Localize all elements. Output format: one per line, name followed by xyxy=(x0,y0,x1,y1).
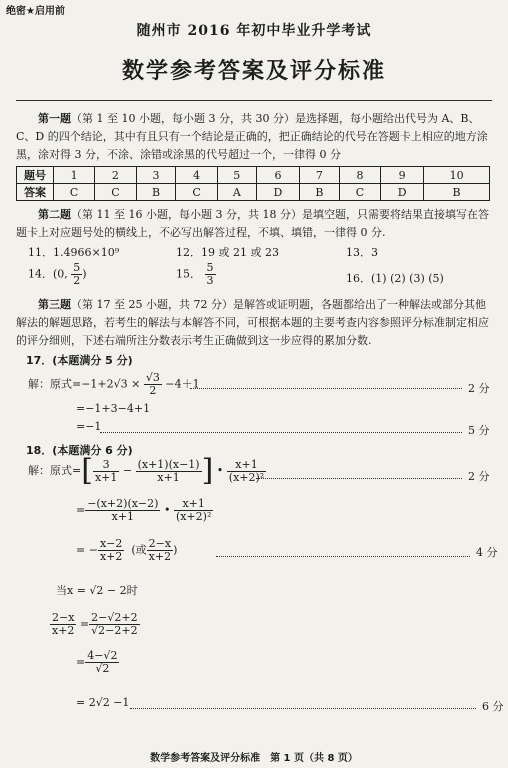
dotted-leader xyxy=(190,388,462,389)
denominator: √2−2+2 xyxy=(91,624,138,637)
q18-line1: 解：原式=[ $\frac{3}{x+1}$ − $\frac{(x+1)(x-1)}{x+1}$ ] • $\frac{x+1}{\text{(x+2)²}}$ xyxy=(28,453,265,488)
dotted-leader xyxy=(130,708,476,709)
q18-title: 18．(本题满分 6 分) xyxy=(26,444,133,457)
table-cell: 6 xyxy=(256,167,299,184)
part1-instructions xyxy=(16,110,494,164)
q17-score-2: 5 分 xyxy=(468,424,490,437)
fraction xyxy=(174,498,213,523)
fraction xyxy=(98,538,124,563)
table-cell: B xyxy=(136,184,176,201)
fraction xyxy=(205,262,216,287)
bracket-open: [ xyxy=(81,453,93,488)
table-cell: D xyxy=(256,184,299,201)
table-cell: 2 xyxy=(95,167,136,184)
numerator: −(x+2)(x−2) xyxy=(87,497,159,510)
answer-14-prefix: 14．(0, xyxy=(28,267,68,281)
table-cell: 3 xyxy=(136,167,176,184)
numerator: x−2 xyxy=(99,537,123,550)
answer-12: 12．19 或 21 或 23 xyxy=(176,246,279,259)
denominator: x+2 xyxy=(99,550,123,563)
table-cell: C xyxy=(54,184,95,201)
table-cell: 4 xyxy=(176,167,217,184)
numerator: 5 xyxy=(73,261,81,274)
answer-11: 11．1.4966×10⁹ xyxy=(28,246,120,259)
denominator: 3 xyxy=(206,274,214,287)
denominator: 2 xyxy=(149,384,157,397)
table-header-number: 题号 xyxy=(17,167,54,184)
q18-line3: = − $\frac{x-2}{x+2}$ (或 $\frac{2-x}{x+2}$ ) xyxy=(76,537,178,563)
denominator: x+2 xyxy=(52,624,75,637)
q17-line1 xyxy=(28,372,200,397)
denominator: √2 xyxy=(95,662,110,675)
answer-table xyxy=(16,166,490,201)
fraction xyxy=(227,459,266,484)
part1-label: 第一题 xyxy=(38,112,71,125)
answer-15-prefix: 15． xyxy=(176,267,201,281)
q18-line2: = $\frac{-(x+2)(x-2)}{x+1}$ • $\frac{x+1}{\text{(x+2)²}}$ xyxy=(76,497,212,523)
part3-instructions xyxy=(16,296,494,350)
denominator: 2 xyxy=(73,274,81,287)
numerator: 3 xyxy=(93,459,119,472)
dotted-leader xyxy=(100,432,462,433)
numerator: 5 xyxy=(206,261,214,274)
q17-line1-prefix: 解：原式=−1+2√3 × xyxy=(28,377,141,391)
numerator: (x+1)(x−1) xyxy=(137,457,200,471)
part2-label: 第二题 xyxy=(38,208,71,221)
q17-score-1: 2 分 xyxy=(468,382,490,395)
denominator: x+1 xyxy=(157,470,180,484)
answer-table-numbers-row xyxy=(17,167,490,184)
part1-text: （第 1 至 10 小题，每小题 3 分，共 30 分）是选择题，每小题给出代号为 A、B、C、D 的四个结论，其中有且只有一个结论是正确的，把正确结论的代号在答题卡上相应的地方涂黑，涂对得 3 分，不涂、涂错或涂黑的代号超过一个，一律得 0 分 xyxy=(16,112,488,161)
table-cell: C xyxy=(95,184,136,201)
answer-13: 13．3 xyxy=(346,246,378,259)
table-header-answer: 答案 xyxy=(17,184,54,201)
table-cell: A xyxy=(217,184,256,201)
answer-15 xyxy=(176,262,216,287)
table-cell: 8 xyxy=(339,167,380,184)
numerator: √3 xyxy=(145,371,160,384)
fraction xyxy=(147,538,173,563)
numerator: 2−x xyxy=(52,611,75,624)
document-title: 数学参考答案及评分标准 xyxy=(121,59,386,84)
numerator: 2−x xyxy=(148,537,172,550)
fraction xyxy=(144,372,162,397)
q18-score-1: 2 分 xyxy=(468,470,490,483)
fraction xyxy=(89,612,139,637)
answer-14-suffix: ) xyxy=(82,267,87,281)
dotted-leader xyxy=(256,478,462,479)
table-cell: 5 xyxy=(217,167,256,184)
exam-title: 随州市 2016 年初中毕业升学考试 xyxy=(136,23,372,39)
q17-line1-suffix: −4＋1 xyxy=(165,377,200,391)
table-cell: D xyxy=(381,184,424,201)
title-divider xyxy=(16,100,492,101)
table-cell: 9 xyxy=(381,167,424,184)
table-cell: B xyxy=(424,184,490,201)
q18-step1: $\frac{2-x}{x+2}$ = $\frac{2-√2+2}{√2-2+2}$ xyxy=(52,611,138,637)
q18-when: 当x = √2 − 2时 xyxy=(56,584,138,597)
table-cell: C xyxy=(176,184,217,201)
bracket-close: ] xyxy=(201,453,214,488)
denominator: (x+2)² xyxy=(228,470,265,484)
part2-text: （第 11 至 16 小题，每小题 3 分，共 18 分）是填空题，只需要将结果直接填写在答题卡上对应题号处的横线上，不必写出解答过程，不填、填错，一律得 0 分. xyxy=(16,208,489,239)
numerator: 4−√2 xyxy=(87,649,118,662)
fraction xyxy=(71,262,82,287)
table-cell: 7 xyxy=(299,167,339,184)
dotted-leader xyxy=(216,556,470,557)
q18-final: = 2√2 −1 xyxy=(76,696,130,709)
fraction xyxy=(85,650,119,675)
q17-line3: =−1 xyxy=(76,420,102,433)
q17-line2: =−1+3−4+1 xyxy=(76,402,151,415)
table-cell: 10 xyxy=(424,167,490,184)
q18-score-2: 4 分 xyxy=(476,546,498,559)
answer-table-answers-row xyxy=(17,184,490,201)
table-cell: C xyxy=(339,184,380,201)
part2-instructions xyxy=(16,206,494,242)
fraction xyxy=(93,459,119,484)
secret-label: 绝密★启用前 xyxy=(6,6,65,17)
table-cell: B xyxy=(299,184,339,201)
denominator: (x+2)² xyxy=(175,510,212,523)
answer-14 xyxy=(28,262,87,287)
part3-label: 第三题 xyxy=(38,298,71,311)
answer-16: 16．(1) (2) (3) (5) xyxy=(346,272,444,285)
table-cell: 1 xyxy=(54,167,95,184)
numerator: x+1 xyxy=(174,498,213,511)
q18-step2: = $\frac{4-√2}{√2}$ xyxy=(76,649,118,675)
numerator: x+1 xyxy=(227,459,266,472)
fraction xyxy=(136,459,202,484)
denominator: x+1 xyxy=(111,510,135,523)
denominator: x+1 xyxy=(94,470,118,484)
part3-text: （第 17 至 25 小题，共 72 分）是解答或证明题，各题都给出了一种解法或部分其他解法的解题思路，若考生的解法与本解答不同，可根据本题的主要考查内容参照评分标准制定相应的评分细则，下述右端所注分数表示考生正确做到这一步应得的累加分数. xyxy=(16,298,489,347)
q17-title: 17．(本题满分 5 分) xyxy=(26,354,133,367)
numerator: 2−√2+2 xyxy=(91,611,138,624)
denominator: x+2 xyxy=(148,550,172,563)
q18-sol-prefix: 解：原式= xyxy=(28,464,82,477)
fraction xyxy=(85,498,160,523)
page-footer: 数学参考答案及评分标准 第 1 页（共 8 页） xyxy=(150,753,358,764)
q18-alt-suffix: ) xyxy=(173,543,178,557)
q18-score-3: 6 分 xyxy=(482,700,504,713)
q18-alt-prefix: (或 xyxy=(131,543,147,557)
fraction xyxy=(50,612,76,637)
